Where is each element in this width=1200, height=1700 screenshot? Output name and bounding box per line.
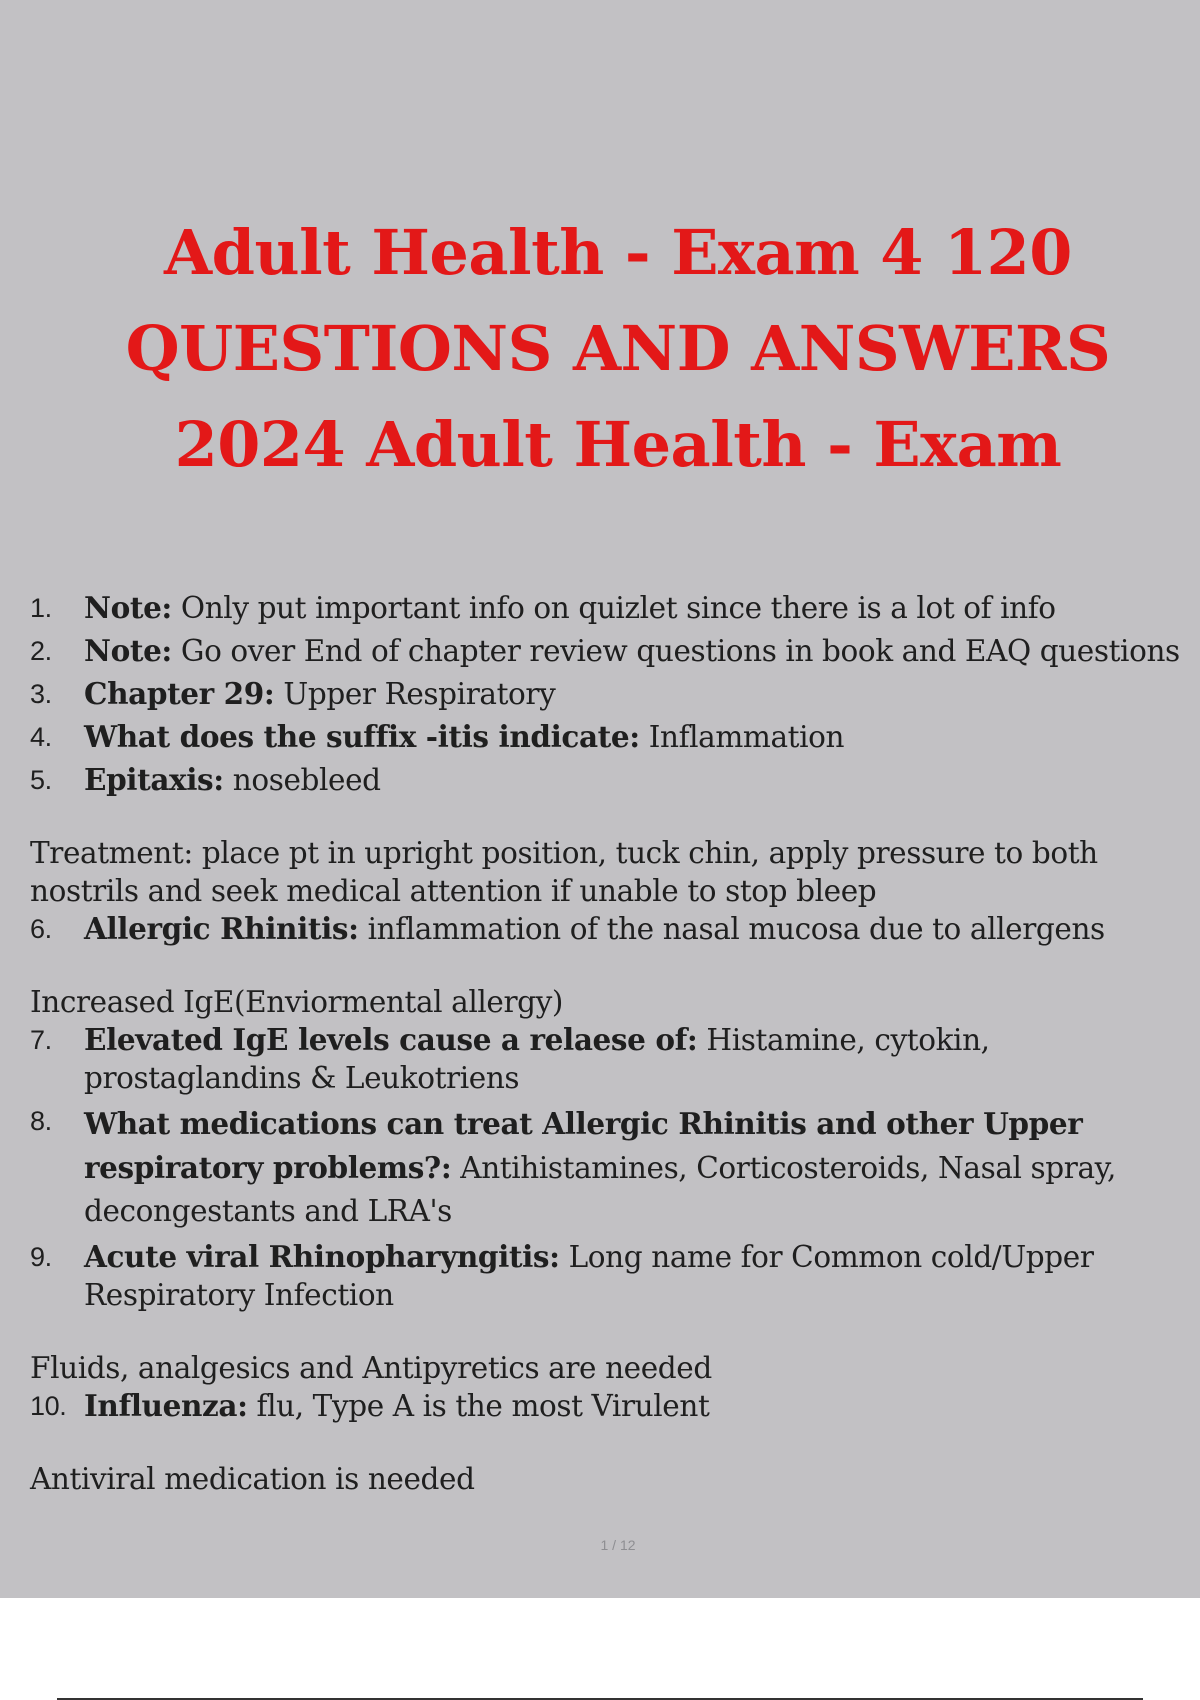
list-item	[30, 675, 1190, 713]
item-answer: flu, Type A is the most Virulent	[247, 1389, 710, 1423]
item-term: Elevated IgE levels cause a relaese of:	[84, 1022, 698, 1057]
item-number: 3.	[30, 679, 52, 709]
item-answer: Upper Respiratory	[274, 677, 556, 711]
item-term: Note:	[84, 633, 172, 668]
item-term: Note:	[84, 590, 172, 625]
item-number: 1.	[30, 593, 52, 623]
item-term: Influenza:	[84, 1388, 248, 1423]
list-item	[30, 1238, 1190, 1314]
item-answer: Antihistamines, Corticosteroids, Nasal spray, decongestants and LRA's	[84, 1151, 1116, 1228]
list-item	[30, 1021, 1190, 1097]
title-line-3: 2024 Adult Health - Exam	[174, 408, 1062, 481]
item-number: 10.	[30, 1391, 67, 1421]
item-answer: Long name for Common cold/Upper Respiratory Infection	[84, 1240, 1094, 1312]
item-number: 7.	[30, 1025, 52, 1055]
list-item	[30, 1387, 1190, 1425]
treatment-note: Treatment: place pt in upright position, tuck chin, apply pressure to both nostrils and seek medical attention if unable to stop bleep	[30, 836, 1098, 908]
list-item	[30, 589, 1190, 627]
title-line-1: Adult Health - Exam 4 120	[164, 216, 1072, 289]
antiviral-note: Antiviral medication is needed	[30, 1462, 475, 1496]
item-term: Allergic Rhinitis:	[84, 911, 359, 946]
list-item	[30, 632, 1190, 670]
item-number: 2.	[30, 636, 52, 666]
item-term: Chapter 29:	[84, 676, 275, 711]
list-item	[30, 1102, 1190, 1233]
question-list	[30, 589, 1190, 1498]
item-number: 9.	[30, 1242, 52, 1272]
fluids-note: Fluids, analgesics and Antipyretics are needed	[30, 1351, 712, 1385]
item-number: 8.	[30, 1106, 52, 1136]
list-item	[30, 761, 1190, 799]
item-number: 6.	[30, 914, 52, 944]
item-term: Acute viral Rhinopharyngitis:	[84, 1239, 560, 1274]
spacer	[30, 953, 1190, 983]
item-term: What does the suffix -itis indicate:	[84, 719, 640, 754]
page-indicator: 1 / 12	[600, 1537, 636, 1553]
list-item	[30, 718, 1190, 756]
item-answer: nosebleed	[223, 763, 381, 797]
item-answer: Histamine, cytokin, prostaglandins & Leukotriens	[84, 1023, 990, 1095]
item-term: What medications can treat Allergic Rhinitis and other Upper respiratory problems?:	[84, 1106, 1083, 1185]
item-answer: Inflammation	[639, 720, 845, 754]
spacer	[30, 1430, 1190, 1460]
item-answer: Only put important info on quizlet since there is a lot of info	[171, 591, 1056, 625]
item-answer: Go over End of chapter review questions in book and EAQ questions	[171, 634, 1180, 668]
item-answer: inflammation of the nasal mucosa due to allergens	[358, 912, 1105, 946]
ige-note: Increased IgE(Enviormental allergy)	[30, 985, 564, 1019]
item-number: 4.	[30, 722, 52, 752]
item-number: 5.	[30, 765, 52, 795]
item-term: Epitaxis:	[84, 762, 224, 797]
spacer	[30, 1319, 1190, 1349]
list-item	[30, 910, 1190, 948]
spacer	[30, 804, 1190, 834]
document-title	[0, 205, 1200, 493]
title-line-2: QUESTIONS AND ANSWERS	[125, 312, 1111, 385]
